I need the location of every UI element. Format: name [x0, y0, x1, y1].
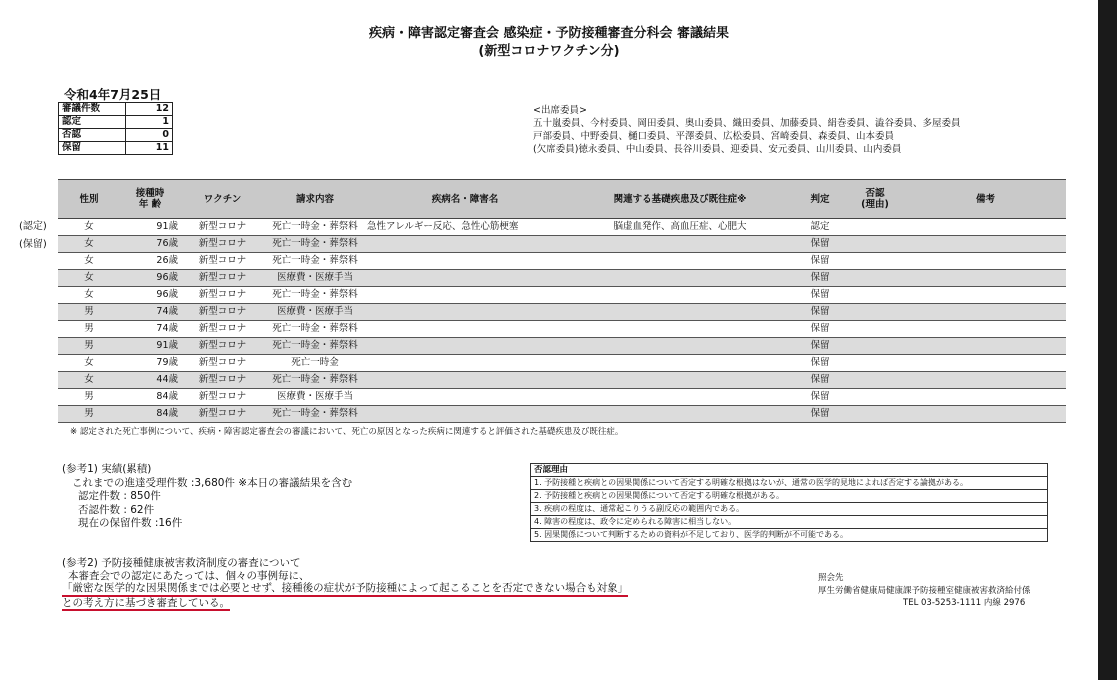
cell-disease — [365, 355, 565, 372]
cell-sex: 男 — [58, 304, 120, 321]
header-vaccine: ワクチン — [180, 180, 265, 219]
cell-judgment: 保留 — [795, 355, 845, 372]
cell-reason — [845, 355, 905, 372]
summary-label: 否認 — [59, 129, 126, 142]
reason-row — [531, 490, 1048, 503]
cell-age: 91歳 — [120, 338, 180, 355]
reason-item: 5. 因果関係について判断するための資料が不足しており、医学的判断が不可能である。 — [531, 529, 1048, 542]
reference-2-block — [62, 557, 628, 611]
cell-claim: 医療費・医療手当 — [265, 270, 365, 287]
summary-value: 0 — [126, 129, 173, 142]
summary-table — [58, 102, 173, 155]
cell-age: 91歳 — [120, 219, 180, 236]
cell-sex: 女 — [58, 372, 120, 389]
header-claim: 請求内容 — [265, 180, 365, 219]
cell-note — [905, 270, 1066, 287]
reason-item: 4. 障害の程度は、政令に定められる障害に相当しない。 — [531, 516, 1048, 529]
cell-claim: 医療費・医療手当 — [265, 389, 365, 406]
cell-disease — [365, 270, 565, 287]
table-header-row — [58, 180, 1066, 219]
cell-vaccine: 新型コロナ — [180, 338, 265, 355]
attendees-block — [533, 104, 961, 156]
cell-reason — [845, 287, 905, 304]
cell-disease — [365, 253, 565, 270]
reason-item: 1. 予防接種と疾病との因果関係について否定する明確な根拠はないが、通常の医学的見地によれば否定する論拠がある。 — [531, 477, 1048, 490]
cell-claim: 死亡一時金・葬祭料 — [265, 372, 365, 389]
reason-item: 3. 疾病の程度は、通常起こりうる副反応の範囲内である。 — [531, 503, 1048, 516]
table-row — [58, 304, 1066, 321]
summary-row — [59, 116, 173, 129]
cell-disease: 急性アレルギー反応、急性心筋梗塞 — [365, 219, 565, 236]
cell-age: 84歳 — [120, 406, 180, 423]
cell-judgment: 保留 — [795, 338, 845, 355]
summary-row — [59, 129, 173, 142]
reference-1-line: 認定件数 : 850件 — [78, 490, 161, 502]
cell-claim: 死亡一時金・葬祭料 — [265, 236, 365, 253]
header-related: 関連する基礎疾患及び既往症※ — [565, 180, 795, 219]
cell-claim: 死亡一時金・葬祭料 — [265, 321, 365, 338]
cell-judgment: 保留 — [795, 304, 845, 321]
attendees-heading: <出席委員> — [533, 105, 587, 116]
cell-sex: 男 — [58, 321, 120, 338]
reason-row — [531, 477, 1048, 490]
cell-age: 84歳 — [120, 389, 180, 406]
cell-claim: 死亡一時金 — [265, 355, 365, 372]
reason-row — [531, 516, 1048, 529]
contact-office: 厚生労働省健康局健康課予防接種室健康被害救済給付係 — [818, 585, 1031, 596]
cell-judgment: 保留 — [795, 406, 845, 423]
summary-row — [59, 142, 173, 155]
reference-1-title: (参考1) 実績(累積) — [62, 463, 152, 475]
cell-sex: 女 — [58, 355, 120, 372]
cell-disease — [365, 372, 565, 389]
cell-sex: 女 — [58, 219, 120, 236]
cell-reason — [845, 219, 905, 236]
cell-sex: 女 — [58, 270, 120, 287]
cell-related — [565, 372, 795, 389]
table-row — [58, 372, 1066, 389]
cell-claim: 死亡一時金・葬祭料 — [265, 406, 365, 423]
contact-block — [818, 572, 1031, 610]
summary-label: 保留 — [59, 142, 126, 155]
cell-reason — [845, 270, 905, 287]
cell-age: 74歳 — [120, 321, 180, 338]
reasons-heading: 否認理由 — [531, 464, 1048, 477]
cell-judgment: 保留 — [795, 270, 845, 287]
results-table — [58, 179, 1066, 423]
cell-vaccine: 新型コロナ — [180, 304, 265, 321]
table-row — [58, 287, 1066, 304]
absent-attendees-line: (欠席委員)徳永委員、中山委員、長谷川委員、迎委員、安元委員、山川委員、山内委員 — [533, 144, 902, 155]
cell-note — [905, 355, 1066, 372]
cell-age: 26歳 — [120, 253, 180, 270]
cell-age: 96歳 — [120, 270, 180, 287]
cell-reason — [845, 236, 905, 253]
cell-vaccine: 新型コロナ — [180, 355, 265, 372]
table-row — [58, 219, 1066, 236]
cell-vaccine: 新型コロナ — [180, 321, 265, 338]
contact-tel: TEL 03-5253-1111 内線 2976 — [903, 598, 1026, 608]
cell-age: 74歳 — [120, 304, 180, 321]
cell-reason — [845, 304, 905, 321]
reference-2-line: 本審査会での認定にあたっては、個々の事例毎に、 — [68, 569, 310, 582]
cell-sex: 女 — [58, 236, 120, 253]
cell-note — [905, 287, 1066, 304]
reference-1-line: これまでの進達受理件数 :3,680件 ※本日の審議結果を含む — [72, 476, 353, 489]
denial-reasons-table — [530, 463, 1048, 542]
cell-claim: 医療費・医療手当 — [265, 304, 365, 321]
cell-judgment: 保留 — [795, 389, 845, 406]
table-footnote: ※ 認定された死亡事例について、疾病・障害認定審査会の審議において、死亡の原因となった疾病に関連すると評価された基礎疾患及び既往症。 — [70, 427, 624, 437]
cell-vaccine: 新型コロナ — [180, 253, 265, 270]
table-row — [58, 321, 1066, 338]
cell-claim: 死亡一時金・葬祭料 — [265, 338, 365, 355]
cell-judgment: 保留 — [795, 253, 845, 270]
reference-2-underlined-line: との考え方に基づき審査している。 — [62, 597, 230, 612]
cell-related — [565, 270, 795, 287]
header-sex: 性別 — [58, 180, 120, 219]
summary-label: 審議件数 — [59, 103, 126, 116]
cell-note — [905, 406, 1066, 423]
meeting-date: 令和4年7月25日 — [64, 87, 162, 102]
row-marker-approved: (認定) — [19, 221, 47, 232]
page-edge — [1098, 0, 1117, 680]
cell-reason — [845, 406, 905, 423]
cell-related — [565, 355, 795, 372]
summary-label: 認定 — [59, 116, 126, 129]
cell-sex: 女 — [58, 253, 120, 270]
cell-reason — [845, 338, 905, 355]
cell-vaccine: 新型コロナ — [180, 287, 265, 304]
attendees-line: 五十嵐委員、今村委員、岡田委員、奥山委員、織田委員、加藤委員、絹巻委員、澁谷委員、多屋委員 — [533, 118, 961, 129]
reason-row — [531, 503, 1048, 516]
cell-sex: 女 — [58, 287, 120, 304]
table-row — [58, 338, 1066, 355]
cell-vaccine: 新型コロナ — [180, 372, 265, 389]
cell-note — [905, 389, 1066, 406]
cell-vaccine: 新型コロナ — [180, 236, 265, 253]
reference-1-block — [62, 463, 352, 531]
cell-related — [565, 406, 795, 423]
cell-vaccine: 新型コロナ — [180, 406, 265, 423]
cell-note — [905, 236, 1066, 253]
reasons-header-row — [531, 464, 1048, 477]
cell-note — [905, 321, 1066, 338]
cell-note — [905, 372, 1066, 389]
cell-claim: 死亡一時金・葬祭料 — [265, 287, 365, 304]
cell-disease — [365, 389, 565, 406]
cell-vaccine: 新型コロナ — [180, 219, 265, 236]
cell-judgment: 保留 — [795, 236, 845, 253]
cell-disease — [365, 321, 565, 338]
cell-reason — [845, 372, 905, 389]
contact-label: 照会先 — [818, 573, 844, 583]
cell-related — [565, 304, 795, 321]
reason-row — [531, 529, 1048, 542]
table-row — [58, 253, 1066, 270]
summary-value: 11 — [126, 142, 173, 155]
cell-related — [565, 253, 795, 270]
cell-disease — [365, 406, 565, 423]
cell-note — [905, 253, 1066, 270]
cell-reason — [845, 389, 905, 406]
cell-reason — [845, 321, 905, 338]
summary-value: 1 — [126, 116, 173, 129]
summary-row — [59, 103, 173, 116]
header-note: 備考 — [905, 180, 1066, 219]
cell-related: 脳虚血発作、高血圧症、心肥大 — [565, 219, 795, 236]
reference-2-underlined-line: 「厳密な医学的な因果関係までは必要とせず、接種後の症状が予防接種によって起こることを否定できない場合も対象」 — [62, 582, 628, 597]
reason-item: 2. 予防接種と疾病との因果関係について否定する明確な根拠がある。 — [531, 490, 1048, 503]
table-row — [58, 236, 1066, 253]
cell-related — [565, 287, 795, 304]
cell-note — [905, 338, 1066, 355]
cell-disease — [365, 236, 565, 253]
header-disease: 疾病名・障害名 — [365, 180, 565, 219]
reference-1-line: 現在の保留件数 :16件 — [78, 517, 183, 529]
reference-2-title: (参考2) 予防接種健康被害救済制度の審査について — [62, 557, 301, 569]
cell-age: 76歳 — [120, 236, 180, 253]
cell-related — [565, 389, 795, 406]
attendees-line: 戸部委員、中野委員、樋口委員、平澤委員、広松委員、宮崎委員、森委員、山本委員 — [533, 131, 895, 142]
cell-sex: 男 — [58, 338, 120, 355]
cell-disease — [365, 338, 565, 355]
cell-disease — [365, 304, 565, 321]
cell-judgment: 保留 — [795, 321, 845, 338]
reference-1-line: 否認件数 : 62件 — [78, 503, 155, 516]
table-row — [58, 355, 1066, 372]
cell-note — [905, 219, 1066, 236]
cell-age: 44歳 — [120, 372, 180, 389]
header-judgment: 判定 — [795, 180, 845, 219]
cell-disease — [365, 287, 565, 304]
table-row — [58, 406, 1066, 423]
document-title: 疾病・障害認定審査会 感染症・予防接種審査分科会 審議結果 — [368, 26, 730, 41]
cell-claim: 死亡一時金・葬祭料 — [265, 219, 365, 236]
cell-age: 96歳 — [120, 287, 180, 304]
cell-related — [565, 236, 795, 253]
table-row — [58, 389, 1066, 406]
cell-reason — [845, 253, 905, 270]
cell-age: 79歳 — [120, 355, 180, 372]
cell-judgment: 保留 — [795, 287, 845, 304]
table-row — [58, 270, 1066, 287]
header-reason: 否認 (理由) — [845, 180, 905, 219]
row-marker-pending: (保留) — [19, 239, 47, 250]
cell-note — [905, 304, 1066, 321]
cell-related — [565, 321, 795, 338]
cell-judgment: 保留 — [795, 372, 845, 389]
cell-sex: 男 — [58, 406, 120, 423]
cell-claim: 死亡一時金・葬祭料 — [265, 253, 365, 270]
summary-value: 12 — [126, 103, 173, 116]
cell-vaccine: 新型コロナ — [180, 389, 265, 406]
document-subtitle: (新型コロナワクチン分) — [478, 44, 620, 59]
header-age: 接種時 年 齢 — [120, 180, 180, 219]
cell-related — [565, 338, 795, 355]
cell-judgment: 認定 — [795, 219, 845, 236]
cell-sex: 男 — [58, 389, 120, 406]
cell-vaccine: 新型コロナ — [180, 270, 265, 287]
